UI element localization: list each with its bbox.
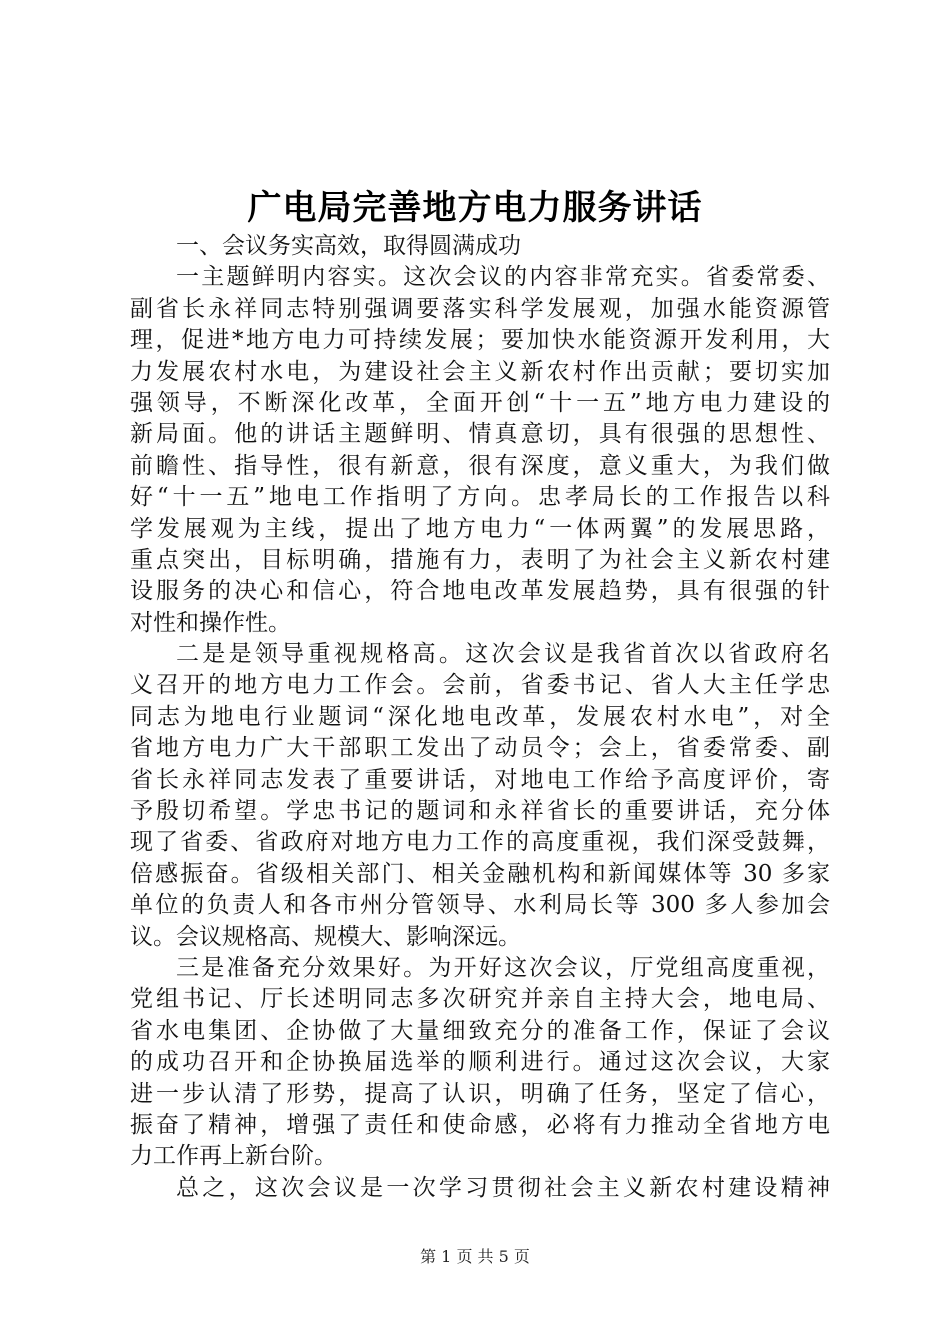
body-text-line: 省长永祥同志发表了重要讲话，对地电工作给予高度评价，寄 [130, 766, 830, 793]
body-text-line: 重点突出，目标明确，措施有力，表明了为社会主义新农村建 [130, 546, 830, 573]
body-text-line: 一主题鲜明内容实。这次会议的内容非常充实。省委常委、 [176, 264, 830, 291]
body-text-line: 设服务的决心和信心，符合地电改革发展趋势，具有很强的针 [130, 578, 830, 605]
body-text-line: 省地方电力广大干部职工发出了动员令；会上，省委常委、副 [130, 735, 830, 762]
body-text-line: 倍感振奋。省级相关部门、相关金融机构和新闻媒体等 30 多家 [130, 860, 830, 887]
body-text-line: 进一步认清了形势，提高了认识，明确了任务，坚定了信心， [130, 1080, 830, 1107]
document-title: 广电局完善地方电力服务讲话 [247, 188, 703, 228]
body-text-line: 义召开的地方电力工作会。会前，省委书记、省人大主任学忠 [130, 672, 830, 699]
body-text-line: 振奋了精神，增强了责任和使命感，必将有力推动全省地方电 [130, 1111, 830, 1138]
body-text-line: 对性和操作性。 [130, 609, 291, 636]
body-text-line: 现了省委、省政府对地方电力工作的高度重视，我们深受鼓舞， [130, 829, 830, 856]
body-text-line: 副省长永祥同志特别强调要落实科学发展观，加强水能资源管 [130, 295, 830, 322]
body-text-line: 的成功召开和企协换届选举的顺利进行。通过这次会议，大家 [130, 1049, 830, 1076]
body-text-line: 理，促进*地方电力可持续发展；要加快水能资源开发利用，大 [130, 327, 830, 354]
body-text-line: 党组书记、厅长述明同志多次研究并亲自主持大会，地电局、 [130, 986, 830, 1013]
body-text-line: 议。会议规格高、规模大、影响深远。 [130, 923, 521, 950]
document-body [130, 231, 830, 1204]
body-text-line: 前瞻性、指导性，很有新意，很有深度，意义重大，为我们做 [130, 452, 830, 479]
body-text-line: 力发展农村水电，为建设社会主义新农村作出贡献；要切实加 [130, 358, 830, 385]
body-text-line: 单位的负责人和各市州分管领导、水利局长等 300 多人参加会 [130, 892, 830, 919]
body-text-line: 新局面。他的讲话主题鲜明、情真意切，具有很强的思想性、 [130, 421, 830, 448]
body-text-line: 学发展观为主线，提出了地方电力“一体两翼”的发展思路， [130, 515, 830, 542]
body-text-line: 三是准备充分效果好。为开好这次会议，厅党组高度重视， [176, 954, 830, 981]
body-text-line: 力工作再上新台阶。 [130, 1143, 337, 1170]
body-text-line: 好“十一五”地电工作指明了方向。忠孝局长的工作报告以科 [130, 484, 830, 511]
body-text-line: 一、会议务实高效，取得圆满成功 [176, 233, 521, 259]
body-text-line: 强领导，不断深化改革，全面开创“十一五”地方电力建设的 [130, 389, 830, 416]
body-text-line: 予殷切希望。学忠书记的题词和永祥省长的重要讲话，充分体 [130, 798, 830, 825]
body-text-line: 同志为地电行业题词“深化地电改革，发展农村水电”，对全 [130, 703, 830, 730]
page-number-footer: 第 1 页 共 5 页 [420, 1247, 530, 1266]
body-text-line: 总之，这次会议是一次学习贯彻社会主义新农村建设精神 [176, 1174, 830, 1201]
body-text-line: 省水电集团、企协做了大量细致充分的准备工作，保证了会议 [130, 1017, 830, 1044]
body-text-line: 二是是领导重视规格高。这次会议是我省首次以省政府名 [176, 641, 830, 668]
